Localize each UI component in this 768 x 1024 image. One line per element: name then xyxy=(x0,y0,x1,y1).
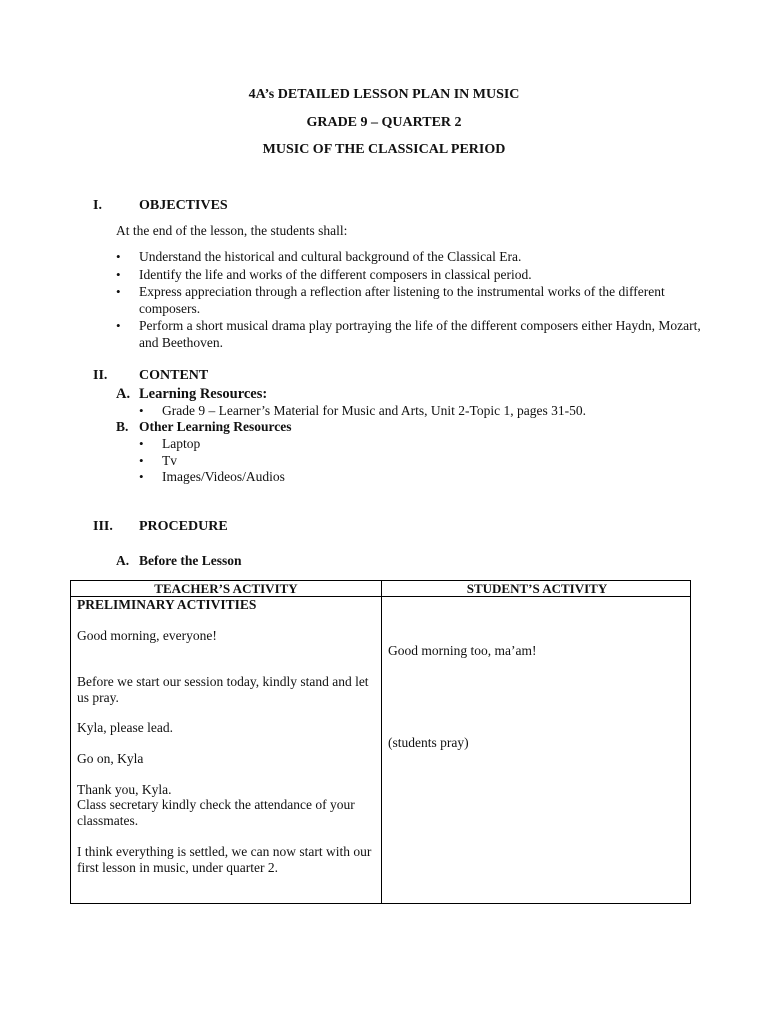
list-item: • Images/Videos/Audios xyxy=(139,469,439,486)
topic-title: MUSIC OF THE CLASSICAL PERIOD xyxy=(262,142,506,157)
teacher-line: Thank you, Kyla. xyxy=(77,782,172,797)
subhead-letter: A. xyxy=(116,386,131,402)
subhead-title: Learning Resources: xyxy=(139,386,268,402)
teacher-line: Kyla, please lead. xyxy=(77,720,173,735)
objectives-title: OBJECTIVES xyxy=(139,198,228,213)
teacher-line: I think everything is settled, we can now start with our first lesson in music, under quarter 2. xyxy=(77,844,372,875)
student-activity-header: STUDENT’S ACTIVITY xyxy=(466,581,608,596)
teacher-line: Before we start our session today, kindly stand and let us pray. xyxy=(77,674,369,705)
learning-resources-heading xyxy=(116,386,267,403)
list-item: • Grade 9 – Learner’s Material for Music and Arts, Unit 2-Topic 1, pages 31-50. xyxy=(139,403,699,420)
content-numeral: II. xyxy=(93,368,108,383)
list-item: • Laptop xyxy=(139,436,439,453)
before-lesson-heading xyxy=(116,553,242,569)
procedure-numeral: III. xyxy=(93,519,113,534)
teacher-line: Class secretary kindly check the attendance of your classmates. xyxy=(77,797,355,828)
learning-resources-list xyxy=(139,403,699,420)
teacher-activity-header: TEACHER’S ACTIVITY xyxy=(154,581,298,596)
activity-table xyxy=(70,580,691,904)
column-divider xyxy=(381,581,382,903)
document-title: 4A’s DETAILED LESSON PLAN IN MUSIC xyxy=(248,87,520,102)
other-resources-heading xyxy=(116,419,292,435)
list-item: • Perform a short musical drama play portraying the life of the different composers either Haydn, Mozart, and Beethoven. xyxy=(116,318,706,351)
procedure-title: PROCEDURE xyxy=(139,519,228,534)
objectives-intro: At the end of the lesson, the students shall: xyxy=(116,223,348,238)
list-item: • Tv xyxy=(139,453,439,470)
objectives-numeral: I. xyxy=(93,198,102,213)
student-line: (students pray) xyxy=(388,735,469,750)
objectives-list xyxy=(116,249,706,352)
teacher-line: Good morning, everyone! xyxy=(77,628,217,643)
student-line: Good morning too, ma’am! xyxy=(388,643,537,658)
procedure-heading xyxy=(93,519,228,535)
teacher-line: Go on, Kyla xyxy=(77,751,144,766)
other-resources-list xyxy=(139,436,439,486)
subhead-letter: B. xyxy=(116,419,129,434)
grade-quarter-title: GRADE 9 – QUARTER 2 xyxy=(306,115,462,130)
subhead-letter: A. xyxy=(116,553,130,568)
list-item: • Express appreciation through a reflection after listening to the instrumental works of the different composers. xyxy=(116,284,706,317)
content-title: CONTENT xyxy=(139,368,209,383)
subhead-title: Other Learning Resources xyxy=(139,419,292,434)
content-heading xyxy=(93,368,208,384)
subhead-title: Before the Lesson xyxy=(139,553,242,568)
list-item: • Understand the historical and cultural background of the Classical Era. xyxy=(116,249,706,266)
preliminary-activities-label: PRELIMINARY ACTIVITIES xyxy=(77,597,257,612)
objectives-heading xyxy=(93,198,228,214)
list-item: • Identify the life and works of the different composers in classical period. xyxy=(116,267,706,284)
